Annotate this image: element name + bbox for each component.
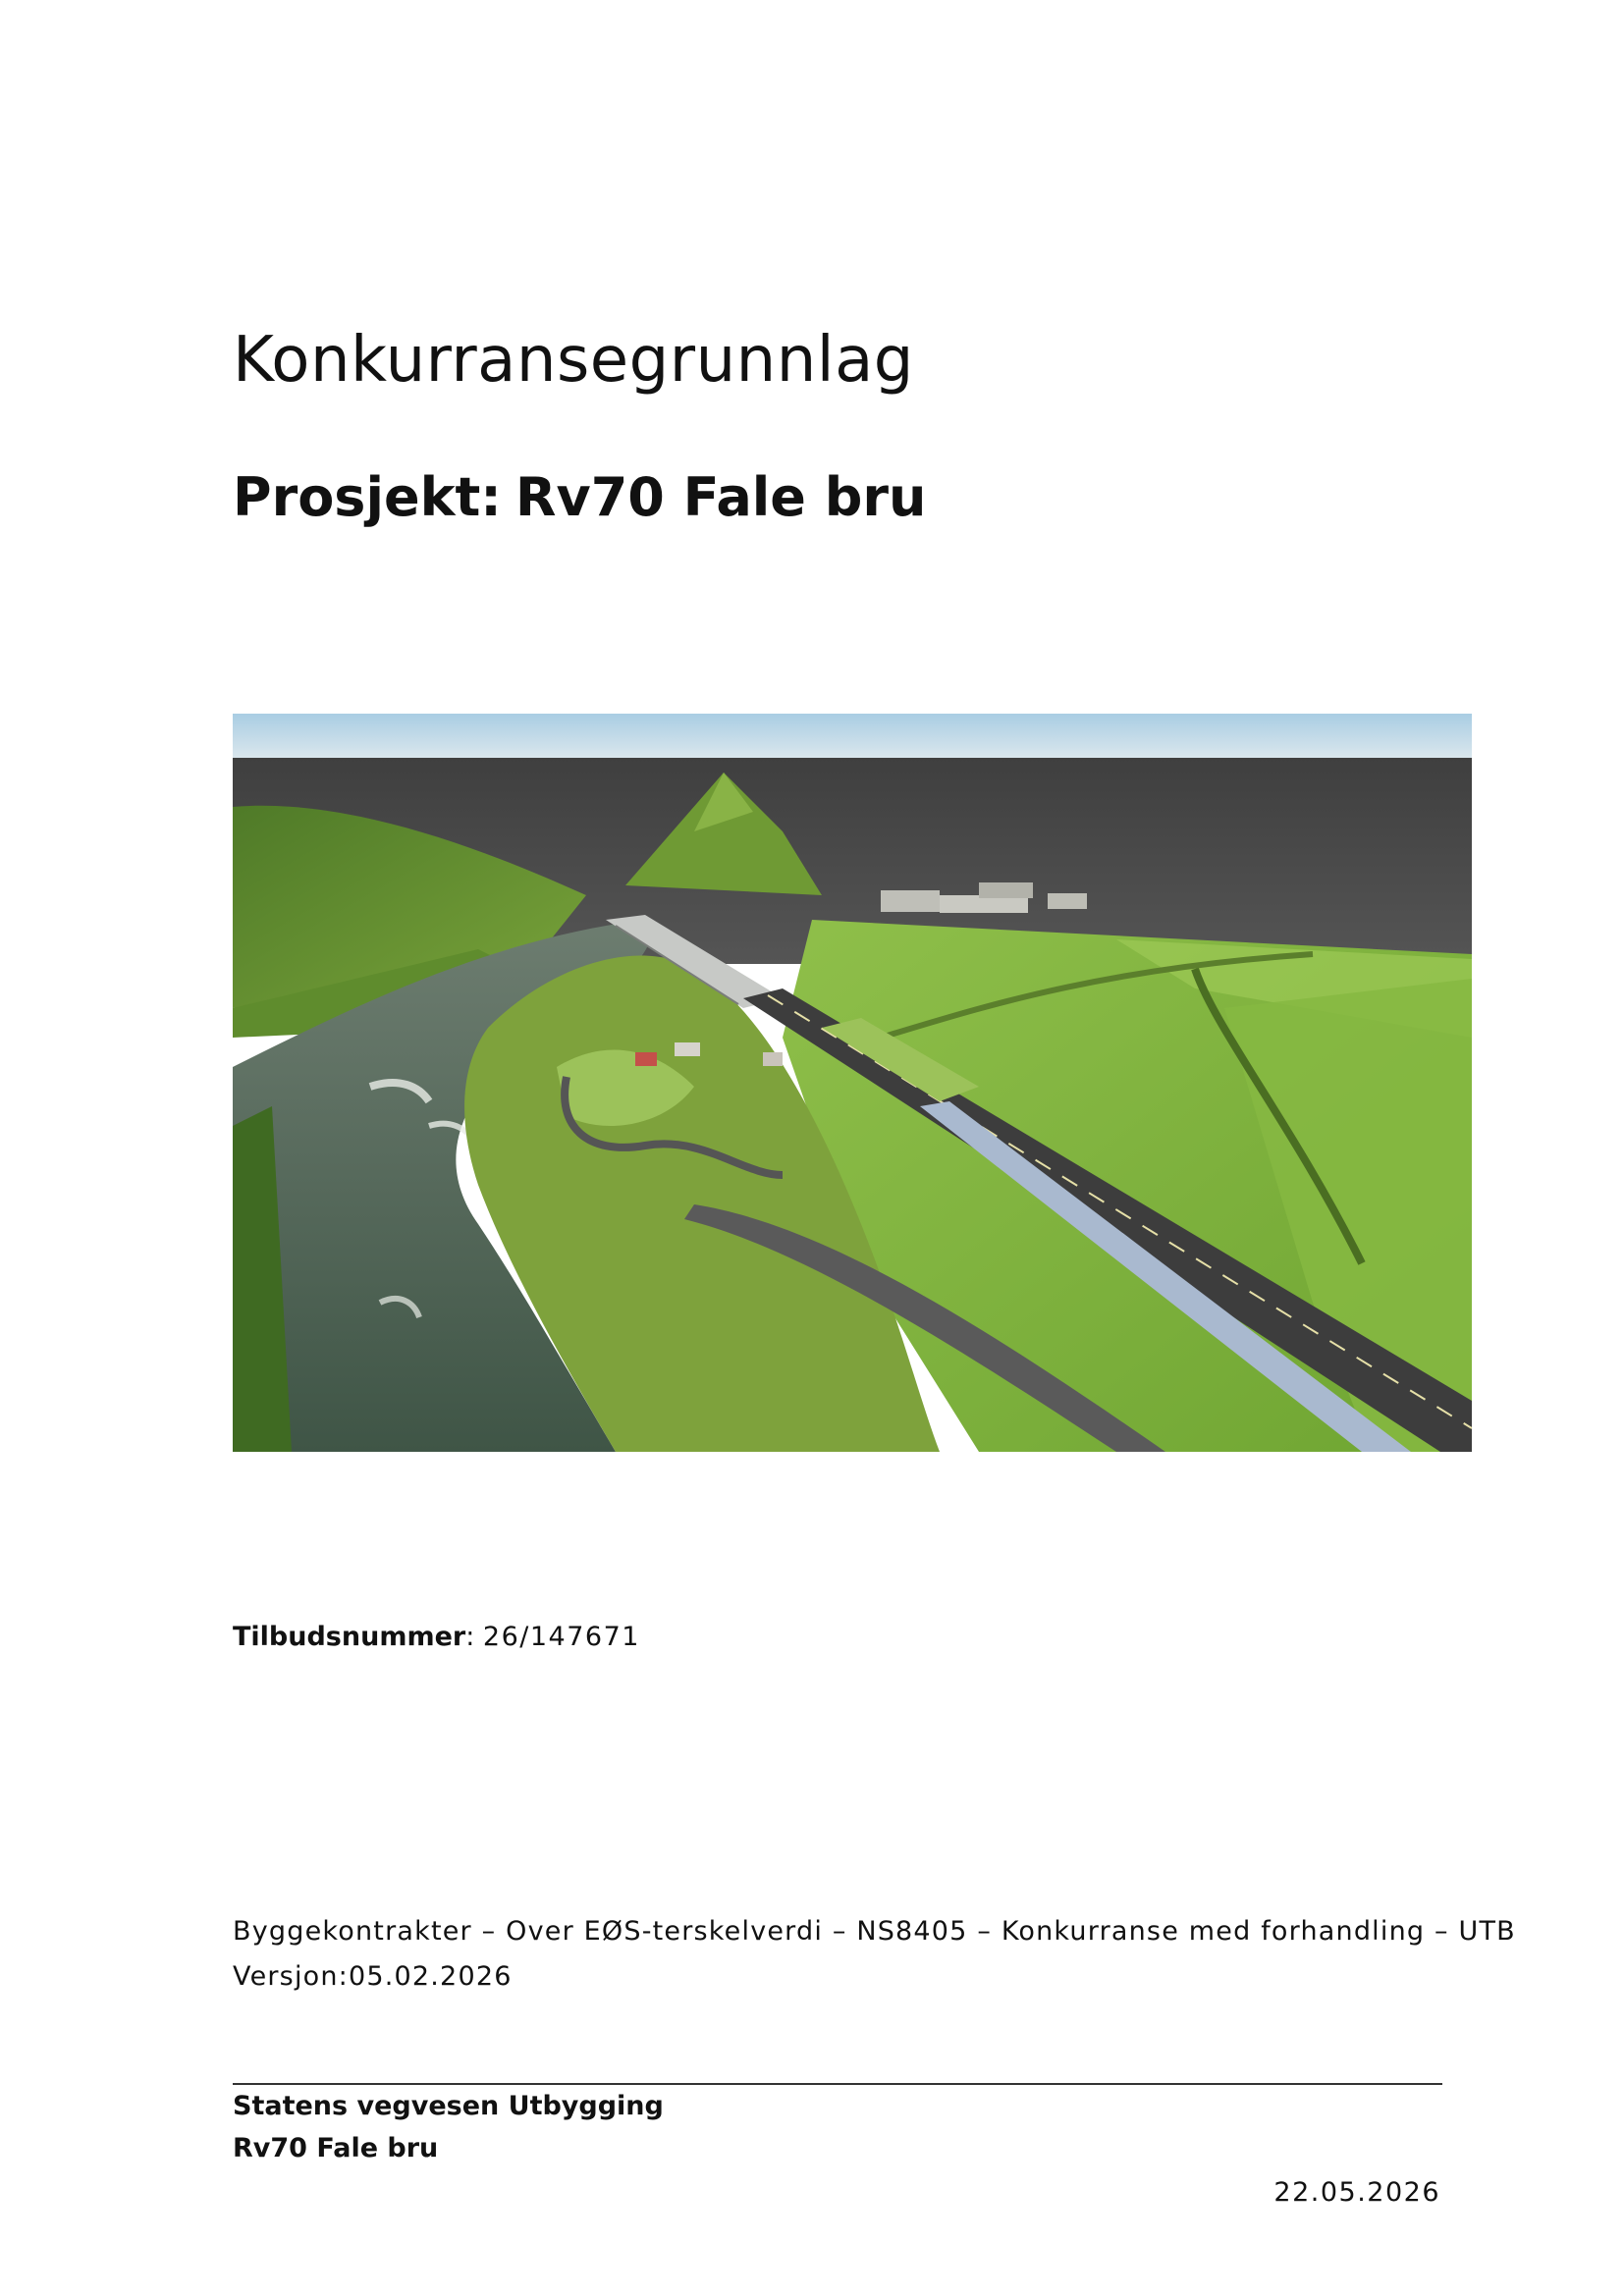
footer-project-name: Rv70 Fale bru	[233, 2133, 439, 2163]
page-title: Konkurransegrunnlag	[233, 324, 914, 397]
tender-number-line	[233, 1622, 640, 1652]
project-label: Prosjekt:	[233, 466, 502, 528]
tender-number-label: Tilbudsnummer	[233, 1622, 466, 1652]
footer-date: 22.05.2026	[1273, 2177, 1440, 2208]
tender-number-separator: :	[465, 1622, 483, 1652]
aerial-bridge-rendering-image	[233, 714, 1472, 1452]
project-heading	[233, 466, 926, 528]
cover-image	[233, 714, 1472, 1452]
project-name: Rv70 Fale bru	[514, 466, 927, 528]
contract-type-text: Byggekontrakter – Over EØS-terskelverdi – NS8405 – Konkurranse med forhandling – UTB	[233, 1916, 1516, 1947]
tender-number-value: 26/147671	[482, 1622, 640, 1652]
version-text: Versjon:05.02.2026	[233, 1961, 513, 1992]
footer-organization: Statens vegvesen Utbygging	[233, 2091, 664, 2121]
footer-divider	[233, 2083, 1442, 2085]
